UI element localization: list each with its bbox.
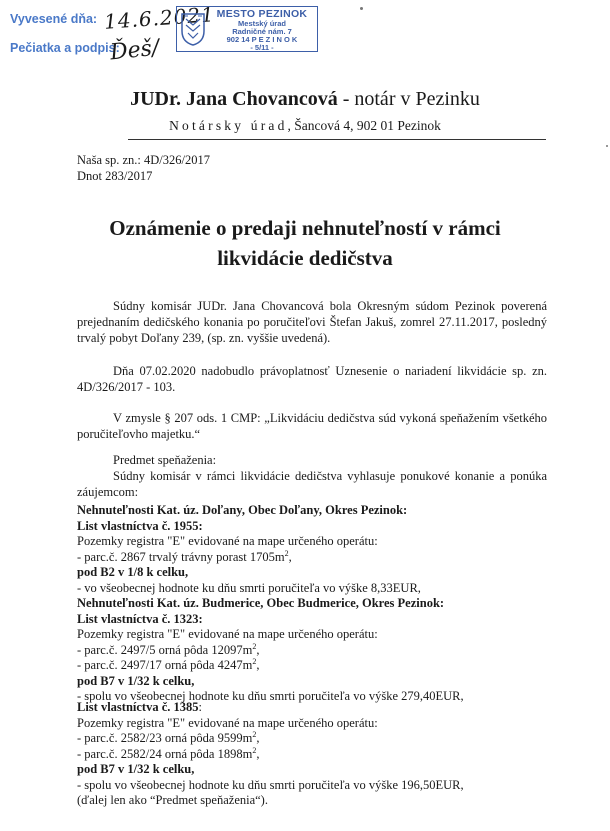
notary-name-bold: JUDr. Jana Chovancová [130,88,338,110]
share-line: pod B7 v 1/32 k celku, [77,762,195,776]
share-line: pod B2 v 1/8 k celku, [77,565,189,579]
scan-speck [360,7,363,10]
case-references [77,152,210,184]
property-heading: Nehnuteľnosti Kat. úz. Budmerice, Obec Budmerice, Okres Pezinok: [77,596,445,610]
parcel-line: - parc.č. 2497/5 orná pôda $12097m^2$, [77,641,260,657]
stamp-line: - 5/11 - [250,43,274,52]
title-line: likvidácie dedičstva [217,246,393,270]
property-heading: Nehnuteľnosti Kat. úz. Doľany, Obec Doľany, Okres Pezinok: [77,503,408,517]
dnot-ref: Dnot 283/2017 [77,169,153,183]
paragraph-subject-label: Predmet speňaženia: [113,453,217,467]
office-address [0,118,610,134]
parcel-line: - parc.č. 2497/17 orná pôda $4247m^2$, [77,656,260,672]
handwritten-signature: Ďeš/ [108,35,161,66]
stamp-line: Radničné nám. 7 [232,27,292,36]
value-line: - spolu vo všeobecnej hodnote ku dňu smrti poručiteľa vo výške 196,50EUR, [77,777,464,792]
parcel-line: - parc.č. 2582/24 orná pôda $1898m^2$, [77,745,260,761]
stamp-title: MESTO PEZINOK [216,8,308,20]
value-line: - spolu vo všeobecnej hodnote ku dňu smrti poručiteľa vo výške 279,40EUR, [77,689,464,703]
ownership-sheet: List vlastníctva č. 1955: [77,518,203,533]
stamp-line: 902 14 P E Z I N O K [226,35,298,44]
property-block-1385: List vlastníctva č. 1385: Pozemky registra "E" evidované na mape určeného operátu: - parc.č. 2582/23 orná pôda $9599m^2$, - parc.č. 2582/24 orná pôda $1898m^2$, pod B7 v 1/32 k celku, - spolu vo všeobecnej hodnote ku dňu smrti poručiteľa vo výške 196,50EUR, (ďalej len ako “Predmet speňaženia“). [77,700,547,809]
our-ref: Naša sp. zn.: 4D/326/2017 [77,153,210,167]
office-name: Notársky úrad [169,118,288,133]
office-street: , Šancová 4, 902 01 Pezinok [287,118,441,133]
register-line: Pozemky registra "E" evidované na mape určeného operátu: [77,715,378,730]
share-line: pod B7 v 1/32 k celku, [77,673,195,688]
parcel-line: - parc.č. 2867 trvalý trávny porast $1705m^2$, [77,548,292,564]
paragraph-commission: Súdny komisár JUDr. Jana Chovancová bola Okresným súdom Pezinok poverená prejednaním dedičského konania po poručiteľovi Štefan Jakuš, zomrel 27.11.2017, posledný trvalý pobyt Doľany 239, (sp. zn. vyššie uvedená). [77,299,547,345]
notary-name [0,88,610,111]
notary-title: - notár v Pezinku [337,88,480,110]
ownership-sheet: List vlastníctva č. 1385 [77,700,199,714]
title-line: Oznámenie o predaji nehnuteľností v rámci [109,216,501,240]
coat-of-arms-icon [180,11,206,47]
document-title [60,213,550,273]
stamp-line: Mestský úrad [238,19,286,28]
handwritten-date: 14.6.2021 [103,2,216,34]
property-block-budmerice [77,596,547,705]
register-line: Pozemky registra "E" evidované na mape určeného operátu: [77,534,378,548]
paragraph-cmp: V zmysle § 207 ods. 1 CMP: „Likvidáciu dedičstva súd vykoná speňažením všetkého poručiteľovho majetku.“ [77,411,547,441]
posted-date-label: Vyvesené dňa: [10,12,98,26]
property-block-dolany [77,503,547,596]
paragraph-offer: Súdny komisár v rámci likvidácie dedičstva vyhlasuje ponukové konanie a ponúka záujemcom: [77,469,547,499]
closing-line: (ďalej len ako “Predmet speňaženia“). [77,793,268,807]
stamp-signature-label: Pečiatka a podpis: [10,41,120,55]
value-line: - vo všeobecnej hodnote ku dňu smrti poručiteľa vo výške 8,33EUR, [77,580,421,595]
register-line: Pozemky registra "E" evidované na mape určeného operátu: [77,627,378,641]
scan-speck [606,145,608,147]
ownership-sheet: List vlastníctva č. 1323: [77,611,203,626]
parcel-line: - parc.č. 2582/23 orná pôda $9599m^2$, [77,729,260,745]
header-rule [128,139,546,140]
paragraph-liquidation: Dňa 07.02.2020 nadobudlo právoplatnosť Uznesenie o nariadení likvidácie sp. zn. 4D/326/2017 - 103. [77,364,547,394]
municipal-stamp [176,6,318,52]
